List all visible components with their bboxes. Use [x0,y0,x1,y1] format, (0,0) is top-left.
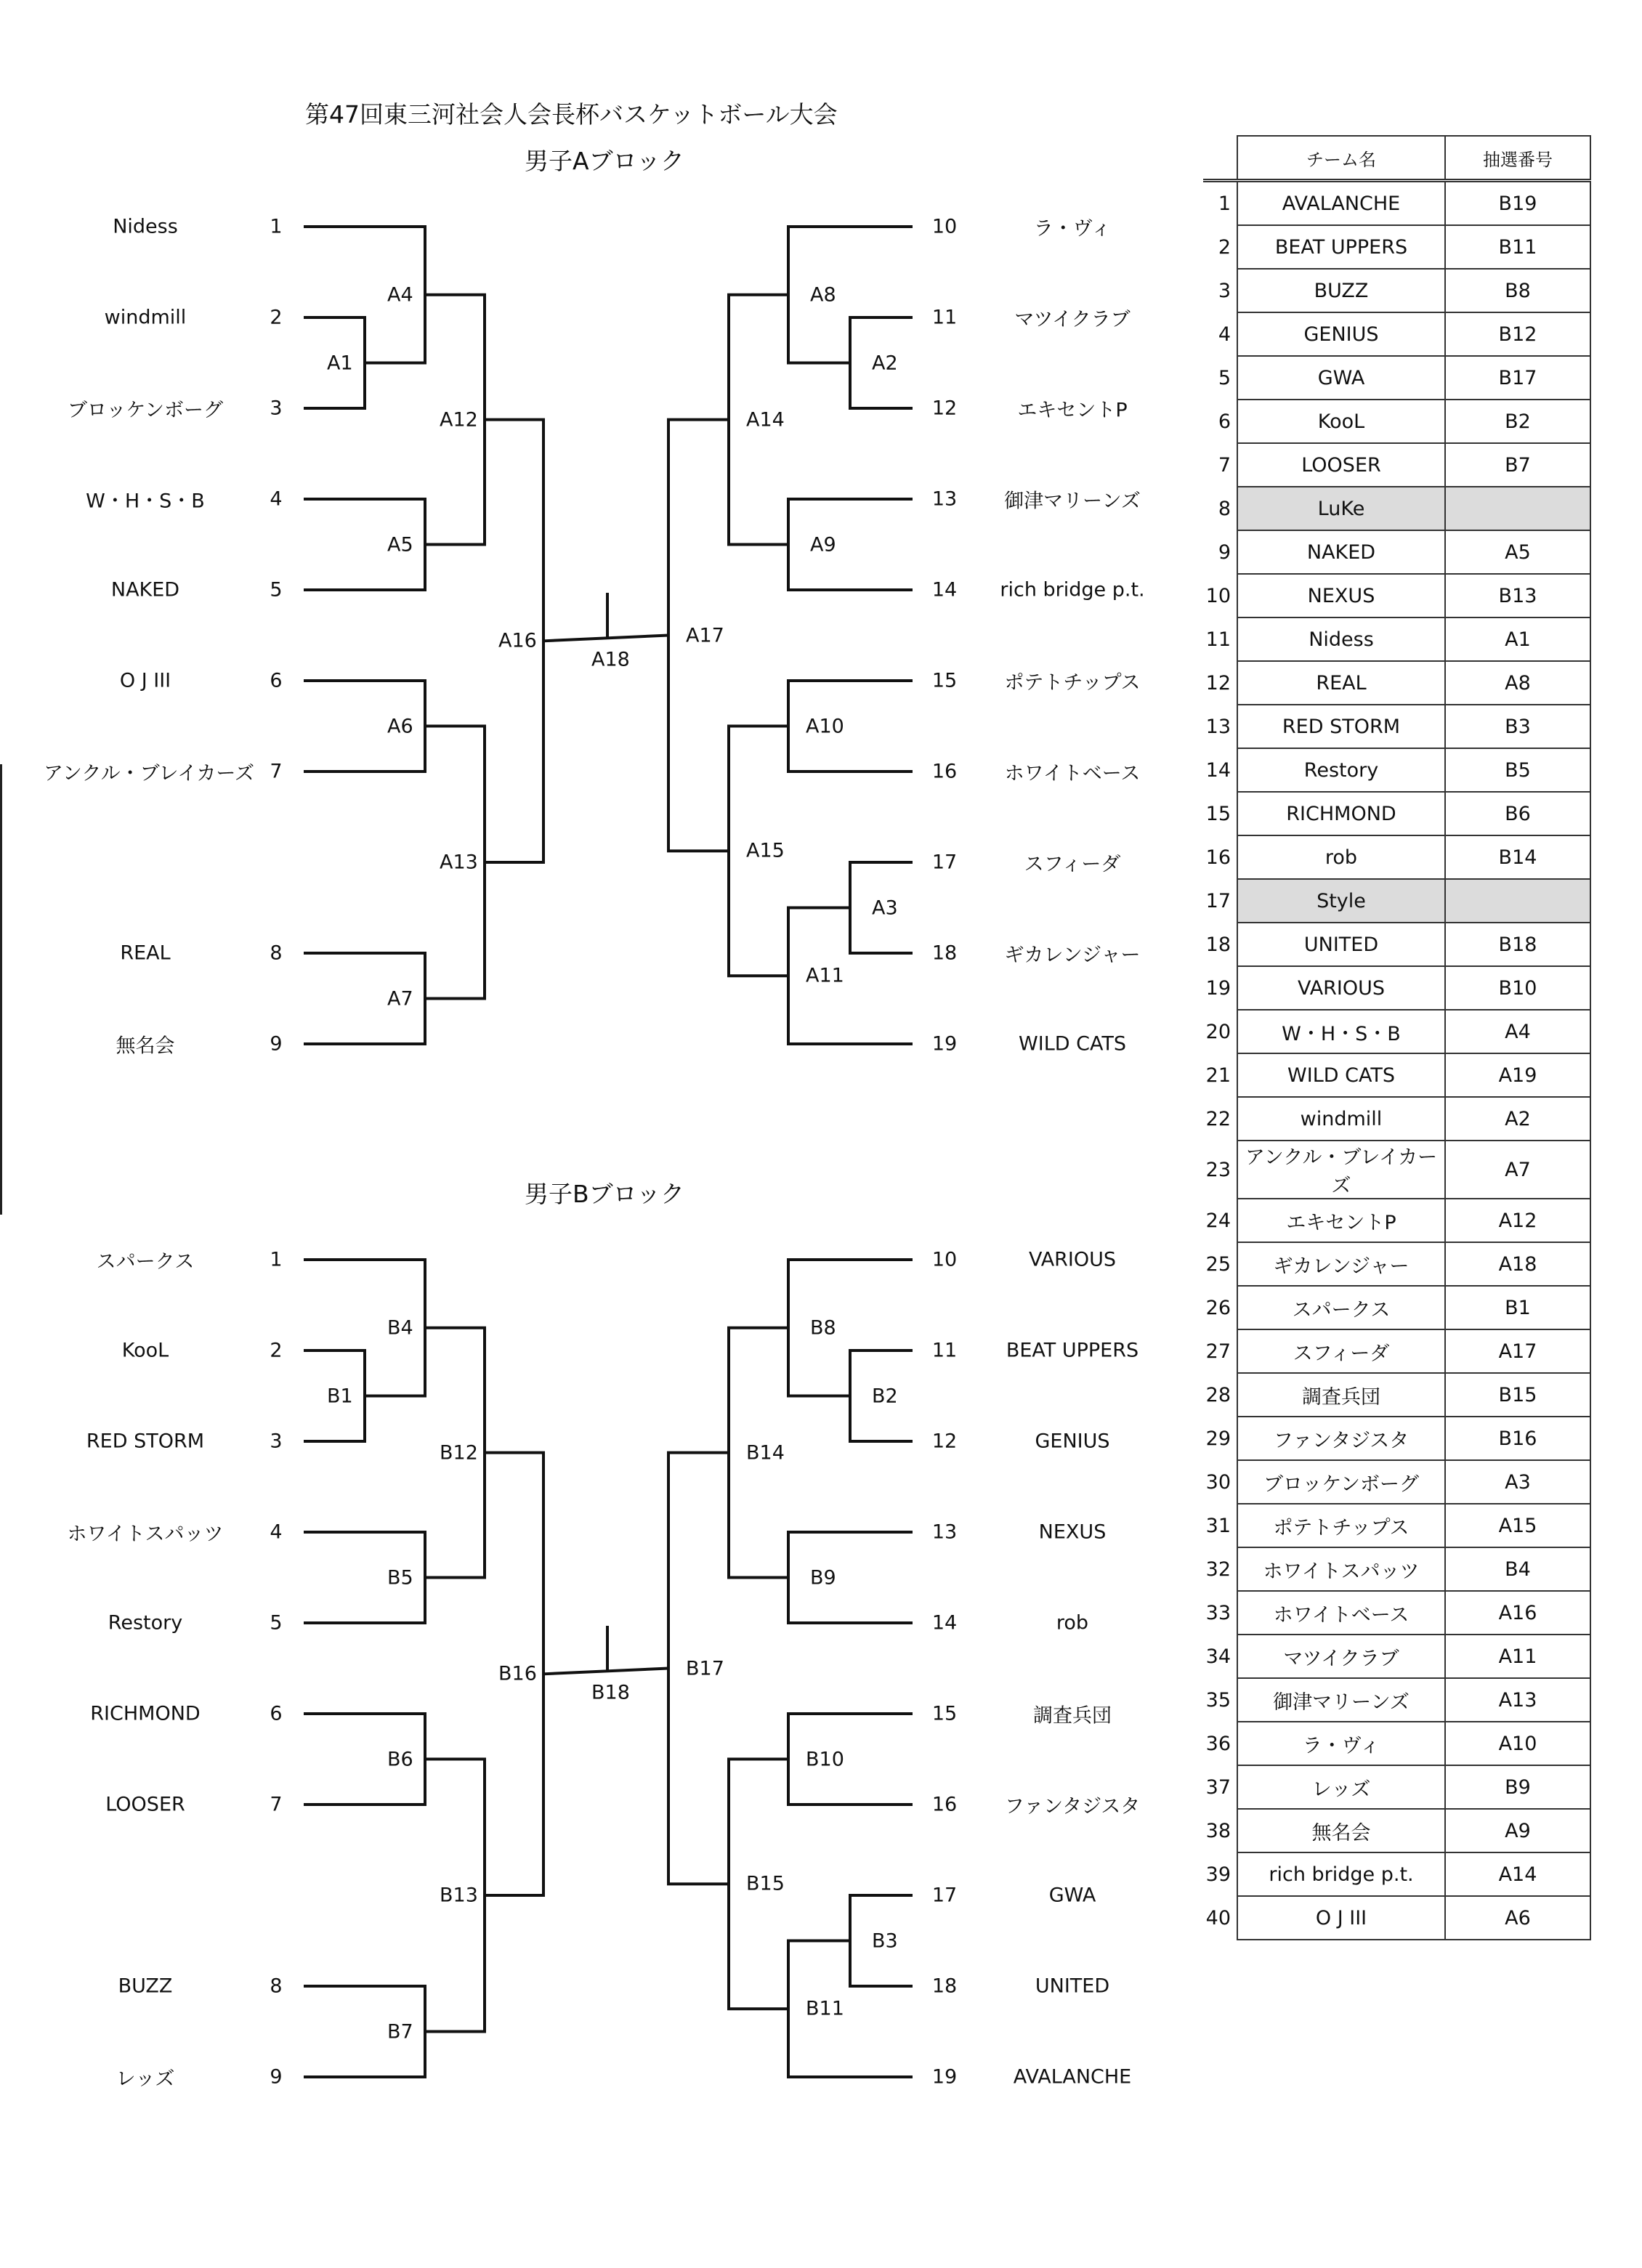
row-number: 10 [1205,584,1231,607]
seed-number: 6 [270,669,283,692]
row-number: 16 [1205,846,1231,869]
match-label: B18 [591,1681,630,1704]
seed-number: 12 [931,397,958,420]
seed-number: 18 [931,941,958,965]
table-row [1203,966,1590,1010]
row-number: 21 [1205,1064,1231,1087]
row-draw-number: B5 [1445,748,1590,792]
match-label: B15 [746,1872,785,1895]
row-number: 1 [1218,193,1231,215]
match-label: B14 [746,1441,785,1465]
row-draw-number: A11 [1445,1635,1590,1678]
table-header-row [1203,136,1590,181]
seed-number: 12 [931,1430,958,1453]
row-team-name: RED STORM [1237,705,1445,748]
match-label: A16 [498,629,537,652]
row-team-name: ホワイトベース [1237,1591,1445,1635]
team-name: ホワイトスパッツ [67,1523,224,1546]
row-team-name: ギカレンジャー [1237,1242,1445,1286]
match-label: A6 [387,715,413,737]
row-number: 20 [1205,1020,1231,1043]
row-team-name: BUZZ [1237,269,1445,312]
table-row [1203,1010,1590,1053]
seed-number: 4 [270,1520,283,1544]
match-label: A10 [806,715,844,737]
team-name: ギカレンジャー [1004,944,1141,967]
row-draw-number [1445,879,1590,923]
match-line [788,1532,913,1623]
match-label: A12 [440,408,478,432]
table-row [1203,705,1590,748]
row-team-name: スパークス [1237,1286,1445,1329]
match-label: B4 [387,1316,413,1340]
row-team-name: windmill [1237,1097,1445,1141]
row-draw-number: B16 [1445,1417,1590,1460]
row-team-name: LOOSER [1237,443,1445,487]
table-row [1203,443,1590,487]
row-team-name: ファンタジスタ [1237,1417,1445,1460]
seed-number: 9 [270,1032,283,1056]
match-label: B9 [810,1566,836,1589]
row-team-name: GENIUS [1237,312,1445,356]
row-number: 27 [1205,1340,1231,1363]
table-row [1203,1460,1590,1504]
team-name: REAL [120,941,171,965]
match-label: B7 [387,2020,413,2043]
row-number: 2 [1218,235,1231,259]
row-draw-number: A16 [1445,1591,1590,1635]
row-draw-number: A10 [1445,1722,1590,1765]
row-number: 29 [1205,1427,1231,1450]
seed-number: 2 [270,306,283,329]
seed-number: 4 [270,487,283,511]
row-team-name: ブロッケンボーグ [1237,1460,1445,1504]
team-name: NEXUS [1038,1520,1107,1544]
match-label: A18 [591,648,630,671]
match-label: A15 [746,839,785,862]
match-label: B6 [387,1748,413,1770]
row-draw-number: A9 [1445,1809,1590,1852]
row-draw-number: A5 [1445,530,1590,574]
table-row [1203,400,1590,443]
table-row [1203,356,1590,400]
bracket-a [0,174,1192,1235]
seed-number: 13 [931,487,958,511]
table-row [1203,1852,1590,1896]
team-name: RICHMOND [90,1702,201,1725]
row-number: 24 [1205,1209,1231,1232]
row-draw-number: B15 [1445,1373,1590,1417]
team-name: ホワイトベース [1004,762,1141,785]
table-row [1203,1053,1590,1097]
row-team-name: AVALANCHE [1237,181,1445,226]
team-name: rich bridge p.t. [1000,578,1145,602]
seed-number: 5 [270,1611,283,1635]
seed-number: 17 [931,851,958,874]
team-name: LOOSER [105,1793,185,1816]
table-row [1203,617,1590,661]
team-name: スパークス [96,1250,195,1273]
seed-number: 10 [931,215,958,238]
row-draw-number: B10 [1445,966,1590,1010]
row-draw-number: B19 [1445,181,1590,226]
team-name: UNITED [1035,1975,1110,1998]
match-label: B17 [686,1657,724,1680]
table-row [1203,1504,1590,1547]
match-label: A17 [686,624,724,647]
table-row [1203,530,1590,574]
seed-number: 1 [270,215,283,238]
row-team-name: ホワイトスパッツ [1237,1547,1445,1591]
row-draw-number: A14 [1445,1852,1590,1896]
bracket-b [0,1207,1192,2268]
row-number: 33 [1205,1601,1231,1624]
row-team-name: W・H・S・B [1237,1010,1445,1053]
row-number: 8 [1218,497,1231,520]
table-row [1203,661,1590,705]
row-number: 40 [1205,1906,1231,1929]
row-draw-number: B14 [1445,835,1590,879]
row-team-name: Style [1237,879,1445,923]
team-name: マツイクラブ [1014,308,1131,331]
match-label: A2 [872,352,898,374]
table-row [1203,748,1590,792]
seed-number: 15 [931,669,958,692]
match-label: A11 [806,964,844,987]
row-number: 12 [1205,671,1231,694]
row-draw-number: A13 [1445,1678,1590,1722]
row-number: 34 [1205,1645,1231,1668]
row-draw-number: A19 [1445,1053,1590,1097]
table-row [1203,487,1590,530]
row-team-name: エキセントP [1237,1199,1445,1242]
match-label: B13 [440,1884,478,1907]
table-row [1203,312,1590,356]
page-title: 第47回東三河社会人会長杯バスケットボール大会 [305,100,838,129]
match-label: A7 [387,987,413,1010]
row-number: 37 [1205,1775,1231,1799]
team-name: BUZZ [118,1975,173,1998]
team-name: 御津マリーンズ [1004,490,1141,513]
seed-number: 7 [270,1793,283,1816]
row-draw-number: B9 [1445,1765,1590,1809]
team-name: 無名会 [116,1034,175,1058]
row-number: 38 [1205,1819,1231,1842]
row-team-name: スフィーダ [1237,1329,1445,1373]
row-number: 5 [1218,366,1231,389]
row-draw-number: B7 [1445,443,1590,487]
row-draw-number: A6 [1445,1896,1590,1940]
row-team-name: ラ・ヴィ [1237,1722,1445,1765]
bracket-lines [0,1207,1192,2268]
team-name: WILD CATS [1019,1032,1126,1056]
seed-number: 9 [270,2065,283,2089]
row-team-name: マツイクラブ [1237,1635,1445,1678]
seed-number: 3 [270,397,283,420]
table-row [1203,1242,1590,1286]
row-team-name: rob [1237,835,1445,879]
match-label: A8 [810,283,836,307]
row-number: 30 [1205,1470,1231,1494]
team-name: 調査兵団 [1033,1704,1112,1728]
row-number: 31 [1205,1514,1231,1537]
seed-number: 1 [270,1248,283,1271]
team-name: ラ・ヴィ [1033,217,1112,240]
row-draw-number: B8 [1445,269,1590,312]
table-row [1203,1417,1590,1460]
row-draw-number: B13 [1445,574,1590,617]
row-team-name: RICHMOND [1237,792,1445,835]
row-team-name: Nidess [1237,617,1445,661]
header-team-name: チーム名 [1237,136,1445,181]
match-label: B10 [806,1748,844,1770]
team-name: KooL [121,1339,169,1362]
match-label: B8 [810,1316,836,1340]
row-draw-number: B6 [1445,792,1590,835]
row-team-name: KooL [1237,400,1445,443]
seed-number: 17 [931,1884,958,1907]
row-number: 13 [1205,715,1231,738]
row-draw-number: A17 [1445,1329,1590,1373]
row-draw-number: B1 [1445,1286,1590,1329]
row-team-name: rich bridge p.t. [1237,1852,1445,1896]
row-number: 11 [1205,628,1231,651]
team-name: スフィーダ [1024,853,1121,876]
row-number: 18 [1205,933,1231,956]
table-row [1203,879,1590,923]
seed-number: 14 [931,578,958,602]
row-number: 19 [1205,976,1231,1000]
team-name: W・H・S・B [86,490,205,513]
row-team-name: アンクル・ブレイカーズ [1237,1141,1445,1199]
row-number: 7 [1218,453,1231,477]
row-team-name: ポテトチップス [1237,1504,1445,1547]
seed-number: 11 [931,1339,958,1362]
seed-number: 7 [270,760,283,783]
table-row [1203,1141,1590,1199]
seed-number: 19 [931,2065,958,2089]
table-row [1203,1722,1590,1765]
team-name: Nidess [113,215,178,238]
table-row [1203,835,1590,879]
block-b-title: 男子Bブロック [525,1180,684,1208]
row-draw-number: A8 [1445,661,1590,705]
team-name: RED STORM [86,1430,205,1453]
team-name: AVALANCHE [1013,2065,1132,2089]
row-number: 35 [1205,1688,1231,1712]
table-row [1203,1373,1590,1417]
seed-number: 16 [931,1793,958,1816]
row-team-name: 無名会 [1237,1809,1445,1852]
row-number: 23 [1205,1158,1231,1181]
seed-number: 13 [931,1520,958,1544]
team-name: VARIOUS [1028,1248,1117,1271]
row-number: 17 [1205,889,1231,912]
match-label: A13 [440,851,478,874]
seed-number: 15 [931,1702,958,1725]
team-name: rob [1056,1611,1089,1635]
row-number: 36 [1205,1732,1231,1755]
seed-number: 11 [931,306,958,329]
row-number: 25 [1205,1252,1231,1276]
row-draw-number [1445,487,1590,530]
row-number: 14 [1205,758,1231,782]
seed-number: 2 [270,1339,283,1362]
header-draw-number: 抽選番号 [1445,136,1590,181]
row-draw-number: A15 [1445,1504,1590,1547]
row-number: 28 [1205,1383,1231,1406]
match-line [788,499,913,590]
team-name: NAKED [110,578,180,602]
draw-number-table [1203,135,1591,1940]
table-row [1203,1097,1590,1141]
match-label: A1 [327,352,353,374]
match-label: B2 [872,1385,898,1407]
row-team-name: レッズ [1237,1765,1445,1809]
seed-number: 18 [931,1975,958,1998]
row-draw-number: A1 [1445,617,1590,661]
row-number: 15 [1205,802,1231,825]
row-number: 3 [1218,279,1231,302]
row-draw-number: A3 [1445,1460,1590,1504]
row-team-name: WILD CATS [1237,1053,1445,1097]
row-number: 9 [1218,540,1231,564]
table-row [1203,1678,1590,1722]
table-row [1203,225,1590,269]
row-number: 22 [1205,1107,1231,1130]
row-draw-number: B18 [1445,923,1590,966]
team-name: ポテトチップス [1004,671,1141,694]
team-name: GENIUS [1035,1430,1110,1453]
row-team-name: VARIOUS [1237,966,1445,1010]
seed-number: 14 [931,1611,958,1635]
table-row [1203,574,1590,617]
row-team-name: REAL [1237,661,1445,705]
row-draw-number: B11 [1445,225,1590,269]
team-name: レッズ [116,2067,175,2091]
seed-number: 8 [270,1975,283,1998]
team-name: BEAT UPPERS [1006,1339,1139,1362]
table-row [1203,181,1590,226]
table-row [1203,1896,1590,1940]
table-row [1203,792,1590,835]
match-label: A3 [872,896,898,919]
row-draw-number: A12 [1445,1199,1590,1242]
match-label: B16 [498,1662,537,1685]
row-draw-number: B3 [1445,705,1590,748]
table-row [1203,923,1590,966]
match-label: A9 [810,533,836,556]
row-team-name: NEXUS [1237,574,1445,617]
seed-number: 6 [270,1702,283,1725]
row-number: 32 [1205,1558,1231,1581]
match-label: A4 [387,283,413,307]
table-row [1203,1635,1590,1678]
table-row [1203,1199,1590,1242]
bracket-lines [0,174,1192,1235]
row-draw-number: A7 [1445,1141,1590,1199]
row-draw-number: B2 [1445,400,1590,443]
row-draw-number: B12 [1445,312,1590,356]
seed-number: 8 [270,941,283,965]
row-team-name: 御津マリーンズ [1237,1678,1445,1722]
row-team-name: Restory [1237,748,1445,792]
match-label: B1 [327,1385,353,1407]
match-label: A5 [387,533,413,556]
match-label: B12 [440,1441,478,1465]
table-row [1203,1765,1590,1809]
team-name: ファンタジスタ [1004,1795,1141,1818]
seed-number: 19 [931,1032,958,1056]
row-draw-number: B17 [1445,356,1590,400]
row-team-name: NAKED [1237,530,1445,574]
row-team-name: UNITED [1237,923,1445,966]
row-number: 4 [1218,323,1231,346]
row-draw-number: A2 [1445,1097,1590,1141]
seed-number: 5 [270,578,283,602]
table-row [1203,1286,1590,1329]
seed-number: 10 [931,1248,958,1271]
row-number: 6 [1218,410,1231,433]
table-row [1203,1547,1590,1591]
row-number: 39 [1205,1863,1231,1886]
block-a-title: 男子Aブロック [525,147,684,175]
team-name: エキセントP [1017,399,1128,422]
row-team-name: BEAT UPPERS [1237,225,1445,269]
row-draw-number: A18 [1445,1242,1590,1286]
header-num-spacer [1203,136,1237,181]
match-label: B3 [872,1929,898,1952]
team-name: アンクル・ブレイカーズ [44,762,254,785]
row-team-name: GWA [1237,356,1445,400]
row-team-name: O J III [1237,1896,1445,1940]
table-row [1203,1809,1590,1852]
team-name: windmill [104,306,187,329]
seed-number: 16 [931,760,958,783]
row-draw-number: A4 [1445,1010,1590,1053]
table-row [1203,1329,1590,1373]
match-label: B11 [806,1997,844,2020]
match-label: B5 [387,1566,413,1589]
team-name: O J III [119,669,171,692]
row-team-name: 調査兵団 [1237,1373,1445,1417]
row-number: 26 [1205,1296,1231,1319]
team-name: Restory [108,1611,183,1635]
table-row [1203,269,1590,312]
row-draw-number: B4 [1445,1547,1590,1591]
match-label: A14 [746,408,785,432]
team-name: GWA [1048,1884,1096,1907]
row-team-name: LuKe [1237,487,1445,530]
team-name: ブロッケンボーグ [67,399,224,422]
table-row [1203,1591,1590,1635]
seed-number: 3 [270,1430,283,1453]
